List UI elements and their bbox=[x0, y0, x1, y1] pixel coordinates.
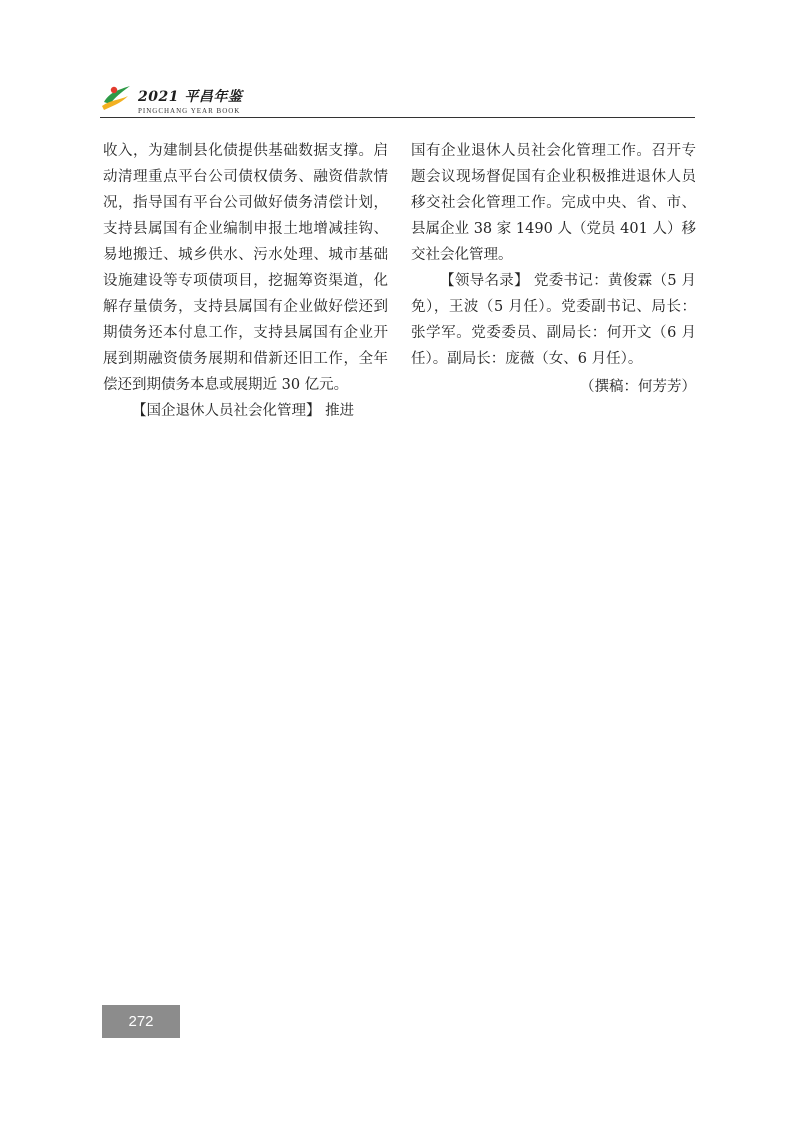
paragraph-leaders: 【领导名录】 党委书记：黄俊霖（5 月免），王波（5 月任）。党委副书记、局长：张学军。党委委员、副局长：何开文（6 月任）。副局长：庞薇（女、6 月任）。 bbox=[411, 273, 696, 367]
left-column bbox=[103, 138, 388, 424]
author-byline: （撰稿：何芳芳） bbox=[580, 379, 696, 395]
page-header bbox=[100, 80, 695, 120]
right-column bbox=[411, 138, 696, 400]
paragraph-retiree: 国有企业退休人员社会化管理工作。召开专题会议现场督促国有企业积极推进退休人员移交社会化管理工作。完成中央、省、市、县属企业 38 家 1490 人（党员 401 人）移交社会化管理。 bbox=[411, 143, 696, 263]
yearbook-logo-icon bbox=[100, 82, 134, 112]
paragraph-debt: 收入，为建制县化债提供基础数据支撑。启动清理重点平台公司债权债务、融资借款情况，指导国有平台公司做好债务清偿计划，支持县属国有企业编制申报土地增减挂钩、易地搬迁、城乡供水、污水处理、城市基础设施建设等专项债项目，挖掘筹资渠道，化解存量债务，支持县属国有企业做好偿还到期债务还本付息工作，支持县属国有企业开展到期融资债务展期和借新还旧工作，全年偿还到期债务本息或展期近 30 亿元。 bbox=[103, 143, 388, 393]
paragraph-retiree-heading: 【国企退休人员社会化管理】 推进 bbox=[132, 403, 355, 419]
yearbook-title: 2021 平昌年鉴 bbox=[138, 89, 243, 105]
page-number: 272 bbox=[102, 1005, 180, 1038]
header-rule bbox=[100, 117, 695, 118]
yearbook-subtitle: PINGCHANG YEAR BOOK bbox=[138, 107, 241, 115]
